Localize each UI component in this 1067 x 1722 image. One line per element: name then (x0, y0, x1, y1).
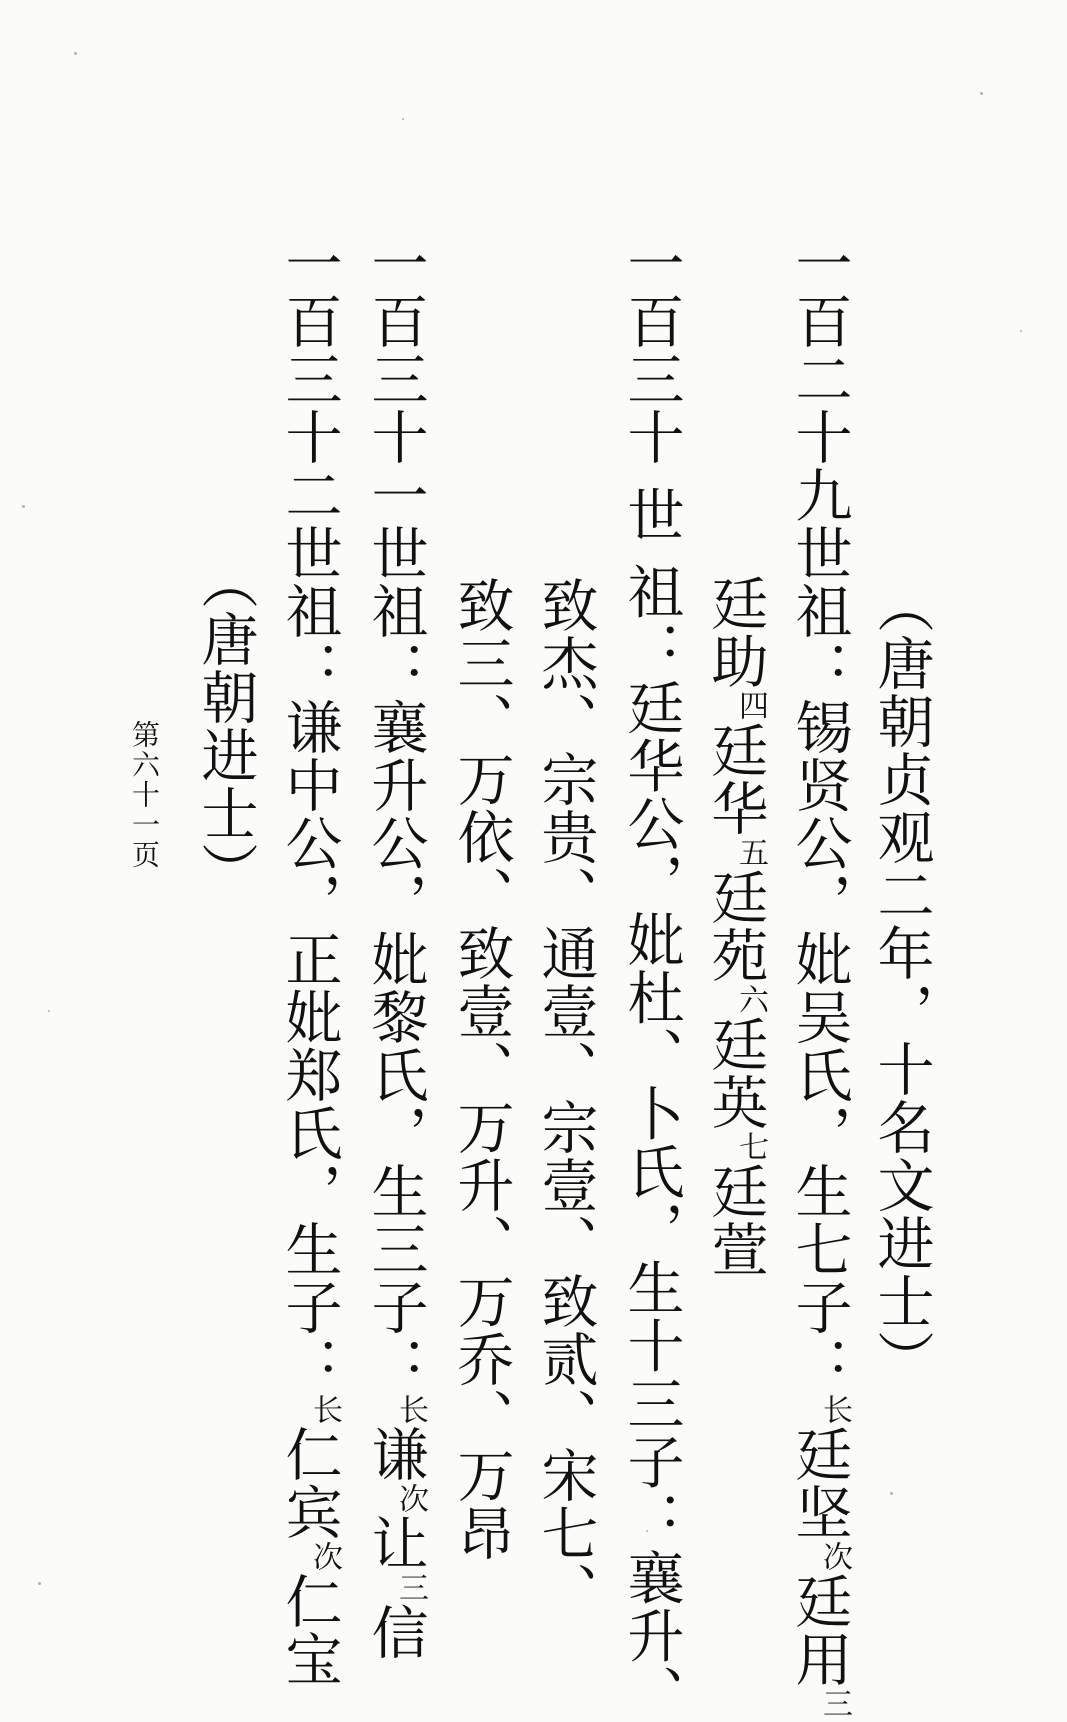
generation-130-line: 一百三十 世 祖：廷华公，妣杜、卜氏，生十三子：襄升、 (618, 234, 684, 1722)
son-name: 廷华 (702, 721, 768, 837)
text-column-4 (618, 234, 684, 1722)
order-marker: 五 (733, 837, 769, 868)
son-name: 信 (362, 1603, 428, 1661)
text-column-3 (702, 574, 769, 1278)
order-marker: 次 (307, 1541, 343, 1572)
son-name: 廷坚 (786, 1425, 852, 1541)
son-name: 廷苑 (702, 868, 768, 984)
text-column-9-content: （唐朝进士） (192, 552, 258, 900)
generation-132-line: 一百三十二世祖：谦中公，正妣郑氏，生子： (276, 234, 342, 1394)
text-column-7 (362, 234, 429, 1661)
sons-list-continued: 致三、万依、致壹、万升、万乔、万昂 (448, 576, 514, 1562)
order-marker: 四 (733, 690, 769, 721)
scan-speck (48, 1010, 50, 1012)
text-column-5 (532, 576, 598, 1620)
scan-speck (980, 92, 983, 95)
son-name: 廷用 (786, 1572, 852, 1688)
son-name: 廷萱 (702, 1162, 768, 1278)
generation-131-line: 一百三十一世祖：襄升公，妣黎氏，生三子： (362, 234, 428, 1394)
order-marker: 长 (817, 1394, 853, 1425)
son-name: 仁宝 (276, 1572, 342, 1688)
text-column-9 (192, 552, 258, 900)
text-column-1-content: （唐朝贞观二年，十名文进士） (868, 576, 934, 1388)
scan-speck (402, 118, 404, 120)
scan-speck (38, 1582, 41, 1585)
text-column-6 (448, 576, 514, 1562)
son-name: 让 (362, 1514, 428, 1572)
scan-speck (22, 505, 25, 508)
son-name: 谦 (362, 1425, 428, 1483)
order-marker: 三 (393, 1572, 429, 1603)
order-marker: 长 (393, 1394, 429, 1425)
order-marker: 三 (817, 1688, 853, 1719)
order-marker: 次 (393, 1483, 429, 1514)
generation-129-line: 一百二十九世祖：锡贤公，妣吴氏，生七子： (786, 234, 852, 1394)
page-number: 第六十一页 (128, 720, 161, 870)
scan-speck (890, 1492, 893, 1495)
sons-list-continued: 致杰、宗贵、通壹、宗壹、致贰、宋七、 (532, 576, 598, 1620)
scan-speck (1020, 330, 1022, 332)
son-name: 廷英 (702, 1015, 768, 1131)
text-column-8 (276, 234, 343, 1688)
order-marker: 六 (733, 984, 769, 1015)
text-column-2 (786, 234, 853, 1719)
order-marker: 长 (307, 1394, 343, 1425)
son-name: 廷助 (702, 574, 768, 690)
scan-speck (74, 52, 77, 55)
text-column-1 (868, 576, 934, 1388)
son-name: 仁宾 (276, 1425, 342, 1541)
order-marker: 七 (733, 1131, 769, 1162)
order-marker: 次 (817, 1541, 853, 1572)
